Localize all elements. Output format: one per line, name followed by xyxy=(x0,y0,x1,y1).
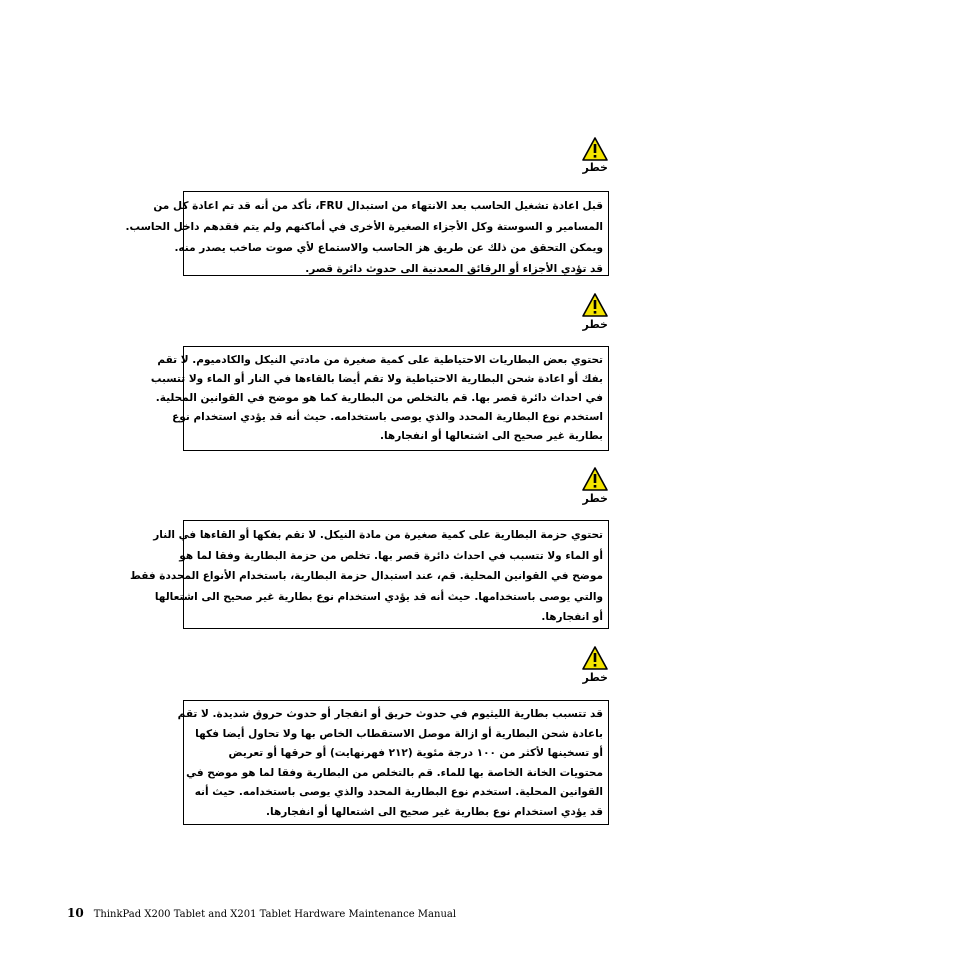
notice-text-line: القوانين المحلية. استخدم نوع البطارية المحدد والذي يوصى باستخدامه. حيث أنه xyxy=(194,786,603,799)
notice-text-line: تحتوي حزمة البطارية على كمية صغيرة من مادة النيكل. لا تقم بفكها أو القاءها في النار xyxy=(153,529,603,541)
notice-text-line: باعادة شحن البطارية أو ازالة موصل الاستقطاب الخاص بها ولا تحاول أيضا فكها xyxy=(195,727,603,740)
page-footer xyxy=(67,902,456,921)
danger-label: خطر xyxy=(582,318,608,331)
danger-notice-box xyxy=(150,346,609,451)
danger-label: خطر xyxy=(582,671,608,684)
notice-text-line: محتويات الخانة الخاصة بها للماء. قم بالتخلص من البطارية وفقا لما هو موضح في xyxy=(186,766,603,779)
notice-text-line: قد يؤدي استخدام نوع بطارية غير صحيح الى اشتعالها أو انفجارها. xyxy=(266,805,603,818)
notice-text-line: ويمكن التحقق من ذلك عن طريق هز الحاسب والاستماع لأي صوت صاخب يصدر منه. xyxy=(174,242,603,254)
danger-label: خطر xyxy=(582,492,608,505)
manual-title: ThinkPad X200 Tablet and X201 Tablet Hardware Maintenance Manual xyxy=(93,909,457,920)
danger-notice-box xyxy=(125,191,609,276)
notice-text-line: بفك أو اعادة شحن البطارية الاحتياطية ولا تقم أيضا بالقاءها في النار أو الماء ولا تتسبب xyxy=(150,373,603,385)
notice-text-line: قد تؤدي الأجزاء أو الرقائق المعدنية الى حدوث دائرة قصر. xyxy=(305,263,603,275)
notice-text-line: في احداث دائرة قصر بها. قم بالتخلص من البطارية كما هو موضح في القوانين المحلية. xyxy=(155,392,603,404)
notice-text-line: أو تسخينها لأكثر من ١٠٠ درجة مئوية (٢١٢ فهرنهايت) أو حرقها أو تعريض xyxy=(228,747,603,760)
notice-text-line: استخدم نوع البطارية المحدد والذي يوصى باستخدامه. حيث أنه قد يؤدي استخدام نوع xyxy=(172,411,603,423)
notice-text-line: بطارية غير صحيح الى اشتعالها أو انفجارها. xyxy=(379,430,603,442)
danger-notice-box xyxy=(177,700,609,825)
page-number: 10 xyxy=(67,906,84,920)
danger-notice-box xyxy=(129,520,609,629)
notice-text-line: قد تتسبب بطارية الليثيوم في حدوث حريق أو انفجار أو حدوث حروق شديدة. لا تقم xyxy=(177,708,603,720)
notice-text-line: المسامير و السوستة وكل الأجزاء الصغيرة الأخرى في أماكنهم ولم يتم فقدهم داخل الحاسب. xyxy=(125,221,603,233)
notice-text-line: أو الماء ولا تتسبب في احداث دائرة قصر بها. تخلص من حزمة البطارية وفقا لما هو xyxy=(179,549,603,562)
warning-triangle-icon xyxy=(582,293,608,317)
warning-triangle-icon xyxy=(582,646,608,670)
danger-label: خطر xyxy=(582,161,608,174)
notice-text-line: والتي يوصى باستخدامها. حيث أنه قد يؤدي استخدام نوع بطارية غير صحيح الى اشتعالها xyxy=(154,590,603,603)
notice-text-line: تحتوي بعض البطاريات الاحتياطية على كمية صغيرة من مادتي النيكل والكادميوم. لا تقم xyxy=(157,354,603,366)
notice-text-line: موضح في القوانين المحلية. قم، عند استبدال حزمة البطارية، باستخدام الأنواع المحددة فقط xyxy=(129,570,603,582)
notice-text-line: أو انفجارها. xyxy=(541,611,603,623)
notice-text-line: قبل اعادة تشغيل الحاسب بعد الانتهاء من استبدال FRU، تأكد من أنه قد تم اعادة كل من xyxy=(153,200,603,212)
warning-triangle-icon xyxy=(582,137,608,161)
warning-triangle-icon xyxy=(582,467,608,491)
